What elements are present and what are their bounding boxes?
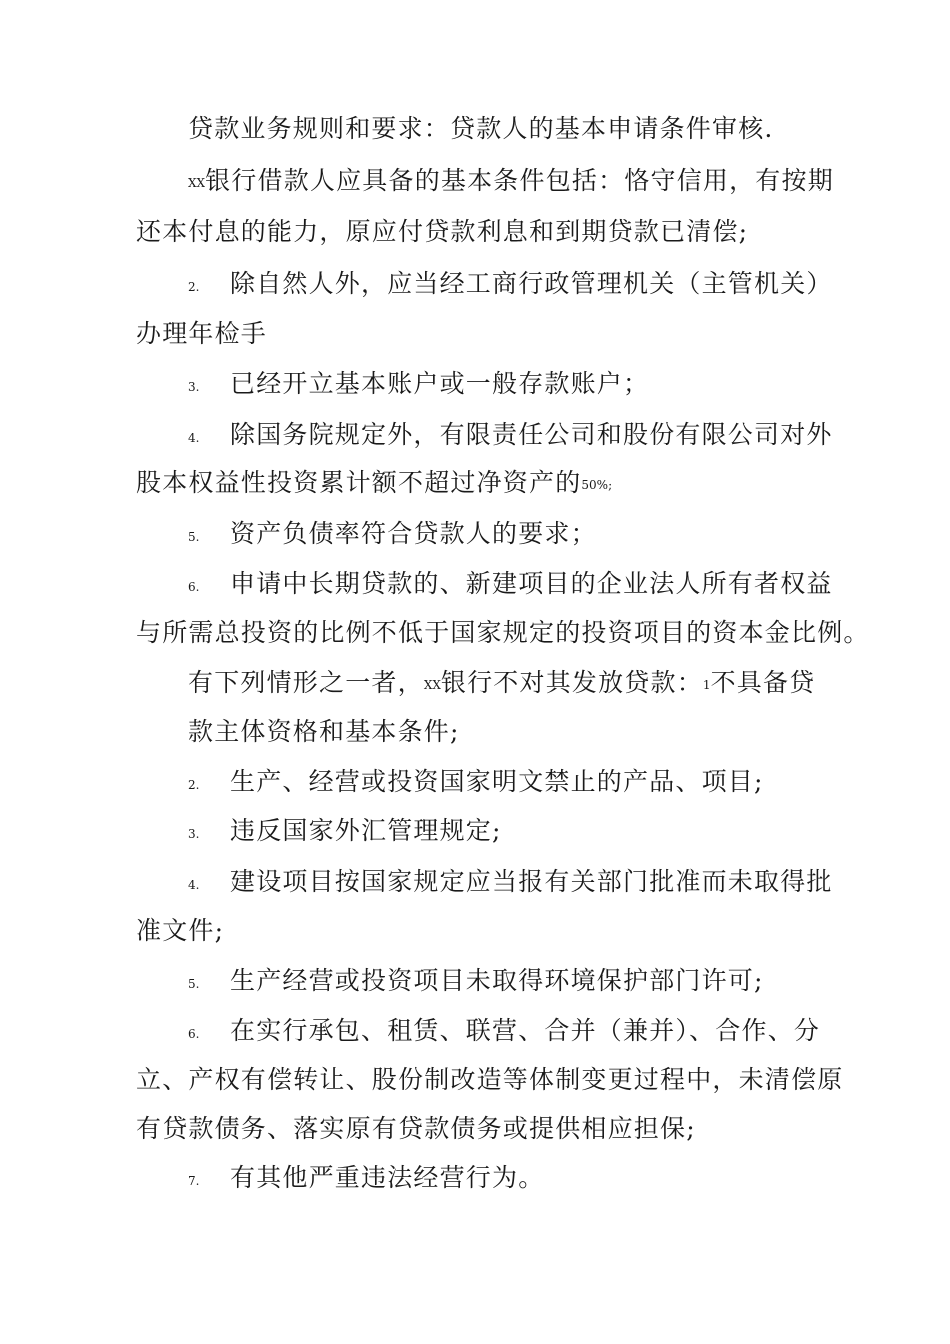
item-number: 3.: [188, 827, 200, 841]
item-number: 7.: [188, 1174, 200, 1188]
item-text: 生产经营或投资项目未取得环境保护部门许可;: [230, 966, 764, 995]
xx-label: XX: [423, 678, 441, 692]
item-text: 除自然人外，应当经工商行政管理机关（主管机关）: [230, 269, 833, 298]
intro-line-1: [188, 165, 834, 199]
item-number: 2.: [188, 280, 200, 294]
exclusion-item: [188, 1015, 820, 1050]
exclusion-item: [188, 766, 764, 801]
condition-item: [188, 268, 833, 303]
exclusion-item: [188, 965, 764, 1000]
item-number: 2.: [188, 778, 200, 792]
item-number: 5.: [188, 530, 200, 544]
xx-label: XX: [188, 176, 206, 190]
exclusion-continuation: 准文件;: [136, 916, 225, 945]
item-text: 生产、经营或投资国家明文禁止的产品、项目;: [230, 767, 764, 796]
exclusion-intro-text: 不具备贷: [710, 668, 816, 697]
item-text: 有其他严重违法经营行为。: [230, 1163, 545, 1192]
condition-item: [188, 518, 597, 553]
item-number: 3.: [188, 380, 200, 394]
intro-line-2: 还本付息的能力，原应付贷款利息和到期贷款已清偿;: [136, 217, 749, 246]
exclusion-item: [188, 866, 833, 901]
exclusion-item: [188, 815, 502, 850]
exclusion-intro-line-1: [188, 667, 815, 701]
item-text: 在实行承包、租赁、联营、合并（兼并）、合作、分: [230, 1016, 821, 1045]
condition-item: [188, 368, 649, 403]
condition-continuation: 与所需总投资的比例不低于国家规定的投资项目的资本金比例。: [136, 618, 870, 647]
item-text: 已经开立基本账户或一般存款账户；: [230, 369, 650, 398]
item-number: 1: [702, 678, 711, 692]
item-text: 申请中长期贷款的、新建项目的企业法人所有者权益: [230, 569, 833, 598]
intro-text: 银行借款人应具备的基本条件包括：恪守信用，有按期: [205, 166, 834, 195]
item-text: 建设项目按国家规定应当报有关部门批准而未取得批: [230, 867, 833, 896]
title-line: 贷款业务规则和要求：贷款人的基本申请条件审核.: [188, 114, 774, 143]
exclusion-intro-text: 有下列情形之一者，: [188, 668, 424, 697]
condition-continuation: [136, 467, 612, 501]
item-text: 违反国家外汇管理规定;: [230, 816, 502, 845]
exclusion-continuation: 有贷款债务、落实原有贷款债务或提供相应担保;: [136, 1114, 696, 1143]
item-text: 资产负债率符合贷款人的要求；: [230, 519, 597, 548]
item-number: 6.: [188, 1027, 200, 1041]
item-number: 6.: [188, 580, 200, 594]
item-number: 4.: [188, 431, 200, 445]
condition-continuation: 办理年检手: [136, 319, 268, 348]
continuation-text: 股本权益性投资累计额不超过净资产的: [136, 468, 582, 497]
exclusion-item: [188, 1162, 544, 1197]
condition-item: [188, 419, 833, 454]
condition-item: [188, 568, 833, 603]
exclusion-intro-line-2: 款主体资格和基本条件;: [188, 717, 460, 746]
item-number: 4.: [188, 878, 200, 892]
exclusion-intro-text: 银行不对其发放贷款：: [440, 668, 703, 697]
item-text: 除国务院规定外，有限责任公司和股份有限公司对外: [230, 420, 833, 449]
exclusion-continuation: 立、产权有偿转让、股份制改造等体制变更过程中，未清偿原: [136, 1065, 844, 1094]
item-number: 5.: [188, 977, 200, 991]
percent-value: 50%;: [581, 478, 613, 492]
